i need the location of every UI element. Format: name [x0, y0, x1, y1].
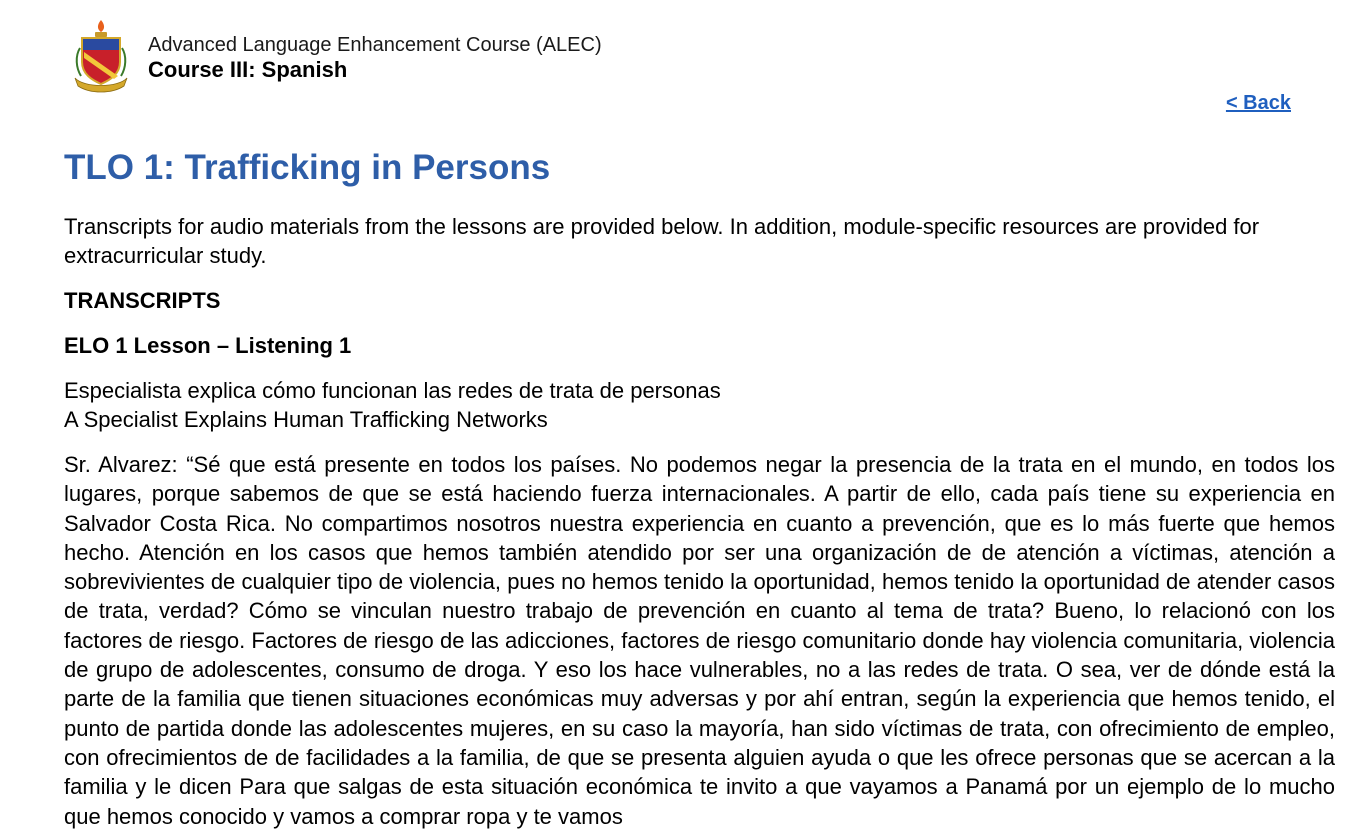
regimental-crest-icon: [72, 18, 130, 94]
intro-paragraph: Transcripts for audio materials from the lessons are provided below. In addition, module-specific resources are provided for extracurricular study.: [64, 214, 1260, 268]
program-name: Advanced Language Enhancement Course (ALEC): [148, 34, 602, 56]
transcripts-heading: TRANSCRIPTS: [64, 288, 221, 313]
spanish-title: Especialista explica cómo funcionan las redes de trata de personas: [64, 378, 721, 403]
page-title: TLO 1: Trafficking in Persons: [64, 148, 551, 187]
listening-titles: [64, 376, 1335, 434]
lesson-heading: ELO 1 Lesson – Listening 1: [64, 333, 352, 358]
course-title: Course III: Spanish: [148, 57, 348, 82]
transcript-text: Sr. Alvarez: “Sé que está presente en todos los países. No podemos negar la presencia de la trata en el mundo, en todos los lugares, porque sabemos de que se está haciendo fuerza internacionales. A partir de ello, cada país tiene su experiencia en Salvador Costa Rica. No compartimos nosotros nuestra experiencia en cuanto a prevención, que es lo más fuerte que hemos hecho. Atención en los casos que hemos también atendido por ser una organización de de atención a víctimas, atención a sobrevivientes de cualquier tipo de violencia, pues no hemos tenido la oportunidad, hemos tenido la oportunidad de atender casos de trata, verdad? Cómo se vinculan nuestro trabajo de prevención en cuanto al tema de trata? Bueno, lo relacionó con los factores de riesgo. Factores de riesgo de las adicciones, factores de riesgo comunitario donde hay violencia comunitaria, violencia de grupo de adolescentes, consumo de droga. Y eso los hace vulnerables, no a las redes de trata. O sea, ver de dónde está la parte de la familia que tienen situaciones económicas muy adversas y por ahí entran, según la experiencia que hemos tenido, el punto de partida donde las adolescentes mujeres, en su caso la mayoría, han sido víctimas de trata, con ofrecimiento de empleo, con ofrecimientos de de facilidades a la familia, de que se presenta alguien ayuda o que les ofrece personas que se acercan a la familia y le dicen Para que salgas de esta situación económica te invito a que vayamos a Panamá por un ejemplo de lo mucho que hemos conocido y vamos a comprar ropa y te vamos: [64, 452, 1335, 829]
main-content: [64, 146, 1335, 830]
english-title: A Specialist Explains Human Trafficking Networks: [64, 407, 548, 432]
back-link[interactable]: < Back: [1225, 92, 1291, 114]
page-header: [72, 18, 602, 94]
